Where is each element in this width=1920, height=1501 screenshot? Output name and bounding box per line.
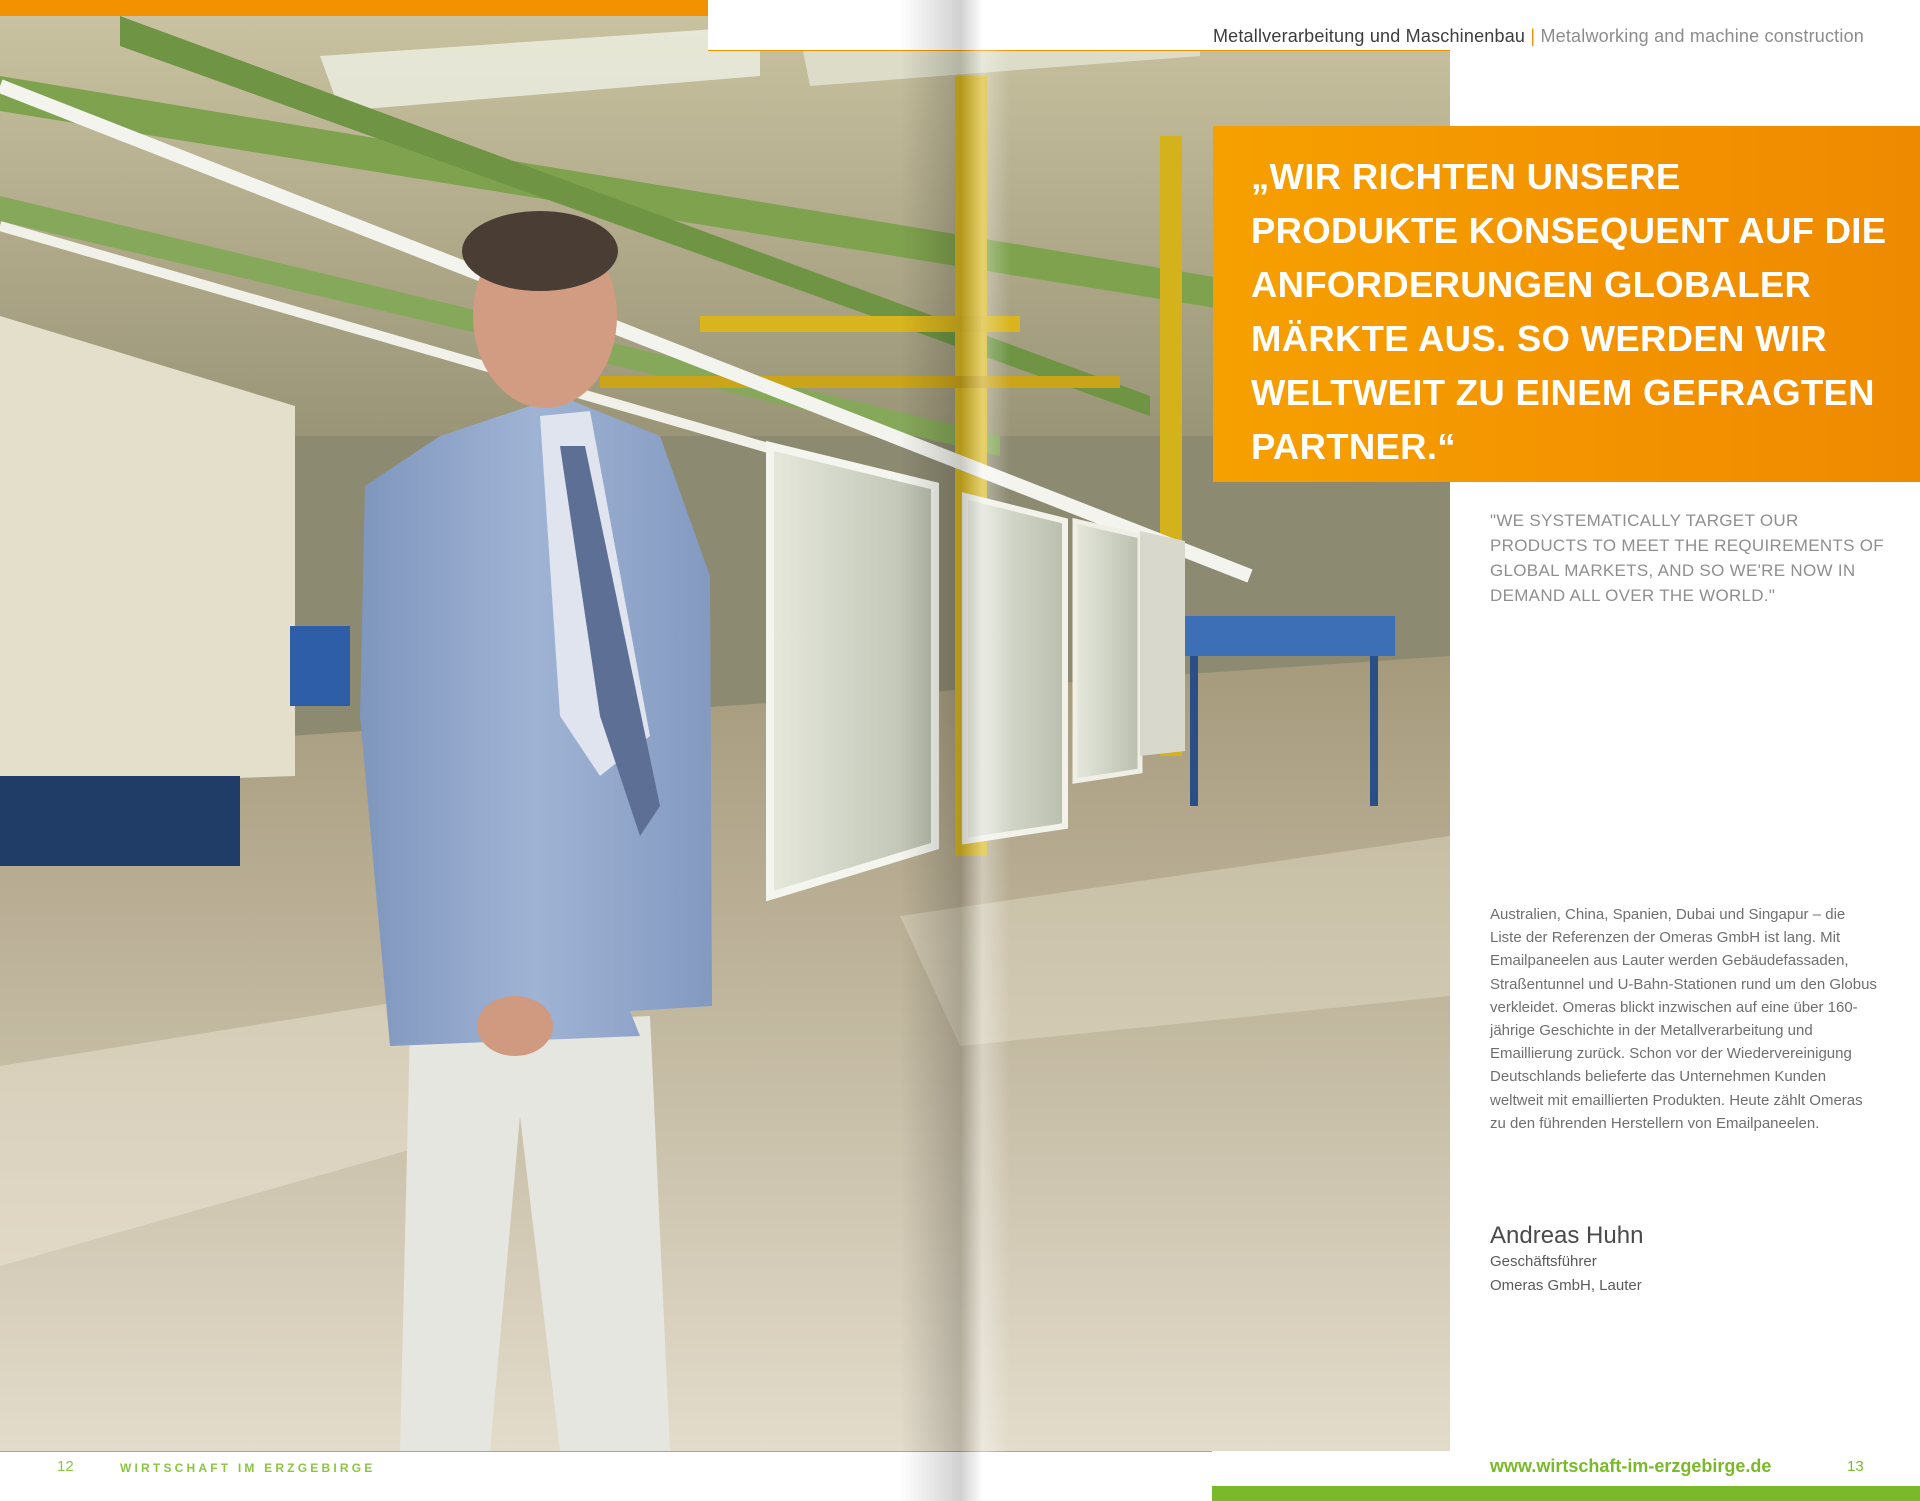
page-number-left: 12 [57,1458,74,1475]
quote-german: „WIR RICHTEN UNSERE PRODUKTE KONSEQUENT AUF DIE ANFORDERUNGEN GLOBALER MÄRKTE AUS. SO WERDEN WIR WELTWEIT ZU EINEM GEFRAGTEN PARTNER.“ [1251,156,1887,467]
magazine-name: WIRTSCHAFT IM ERZGEBIRGE [120,1461,376,1475]
person-name: Andreas Huhn [1490,1222,1644,1249]
footer-green-bar [1212,1486,1920,1501]
person-company: Omeras GmbH, Lauter [1490,1277,1642,1294]
quote-english: "WE SYSTEMATICALLY TARGET OUR PRODUCTS TO MEET THE REQUIREMENTS OF GLOBAL MARKETS, AND SO WE'RE NOW IN DEMAND ALL OVER THE WORLD." [1490,511,1884,605]
page-header [708,0,1920,51]
article-body: Australien, China, Spanien, Dubai und Singapur – die Liste der Referenzen der Omeras GmbH ist lang. Mit Emailpaneelen aus Lauter werden Gebäudefassaden, Straßentunnel und U-Bahn-Stationen rund um den Globus verkleidet. Omeras blickt inzwischen auf eine über 160-jährige Geschichte in der Metallverarbeitung und Emaillierung zurück. Schon vor der Wiedervereinigung Deutschlands belieferte das Unternehmen Kunden weltweit mit emaillierten Produkten. Heute zählt Omeras zu den führenden Herstellern von Emailpaneelen. [1490,906,1877,1132]
section-title-english: Metalworking and machine construction [1540,26,1864,46]
quote-box [1213,126,1920,482]
section-title-german: Metallverarbeitung und Maschinenbau [1212,26,1526,46]
top-orange-rule [0,0,708,16]
person-role: Geschäftsführer [1490,1253,1597,1270]
website-link[interactable]: www.wirtschaft-im-erzgebirge.de [1490,1456,1772,1476]
page-number-right: 13 [1847,1458,1864,1475]
section-heading [1213,26,1864,47]
section-title-separator: | [1525,26,1541,46]
footer-left [0,1451,1212,1501]
